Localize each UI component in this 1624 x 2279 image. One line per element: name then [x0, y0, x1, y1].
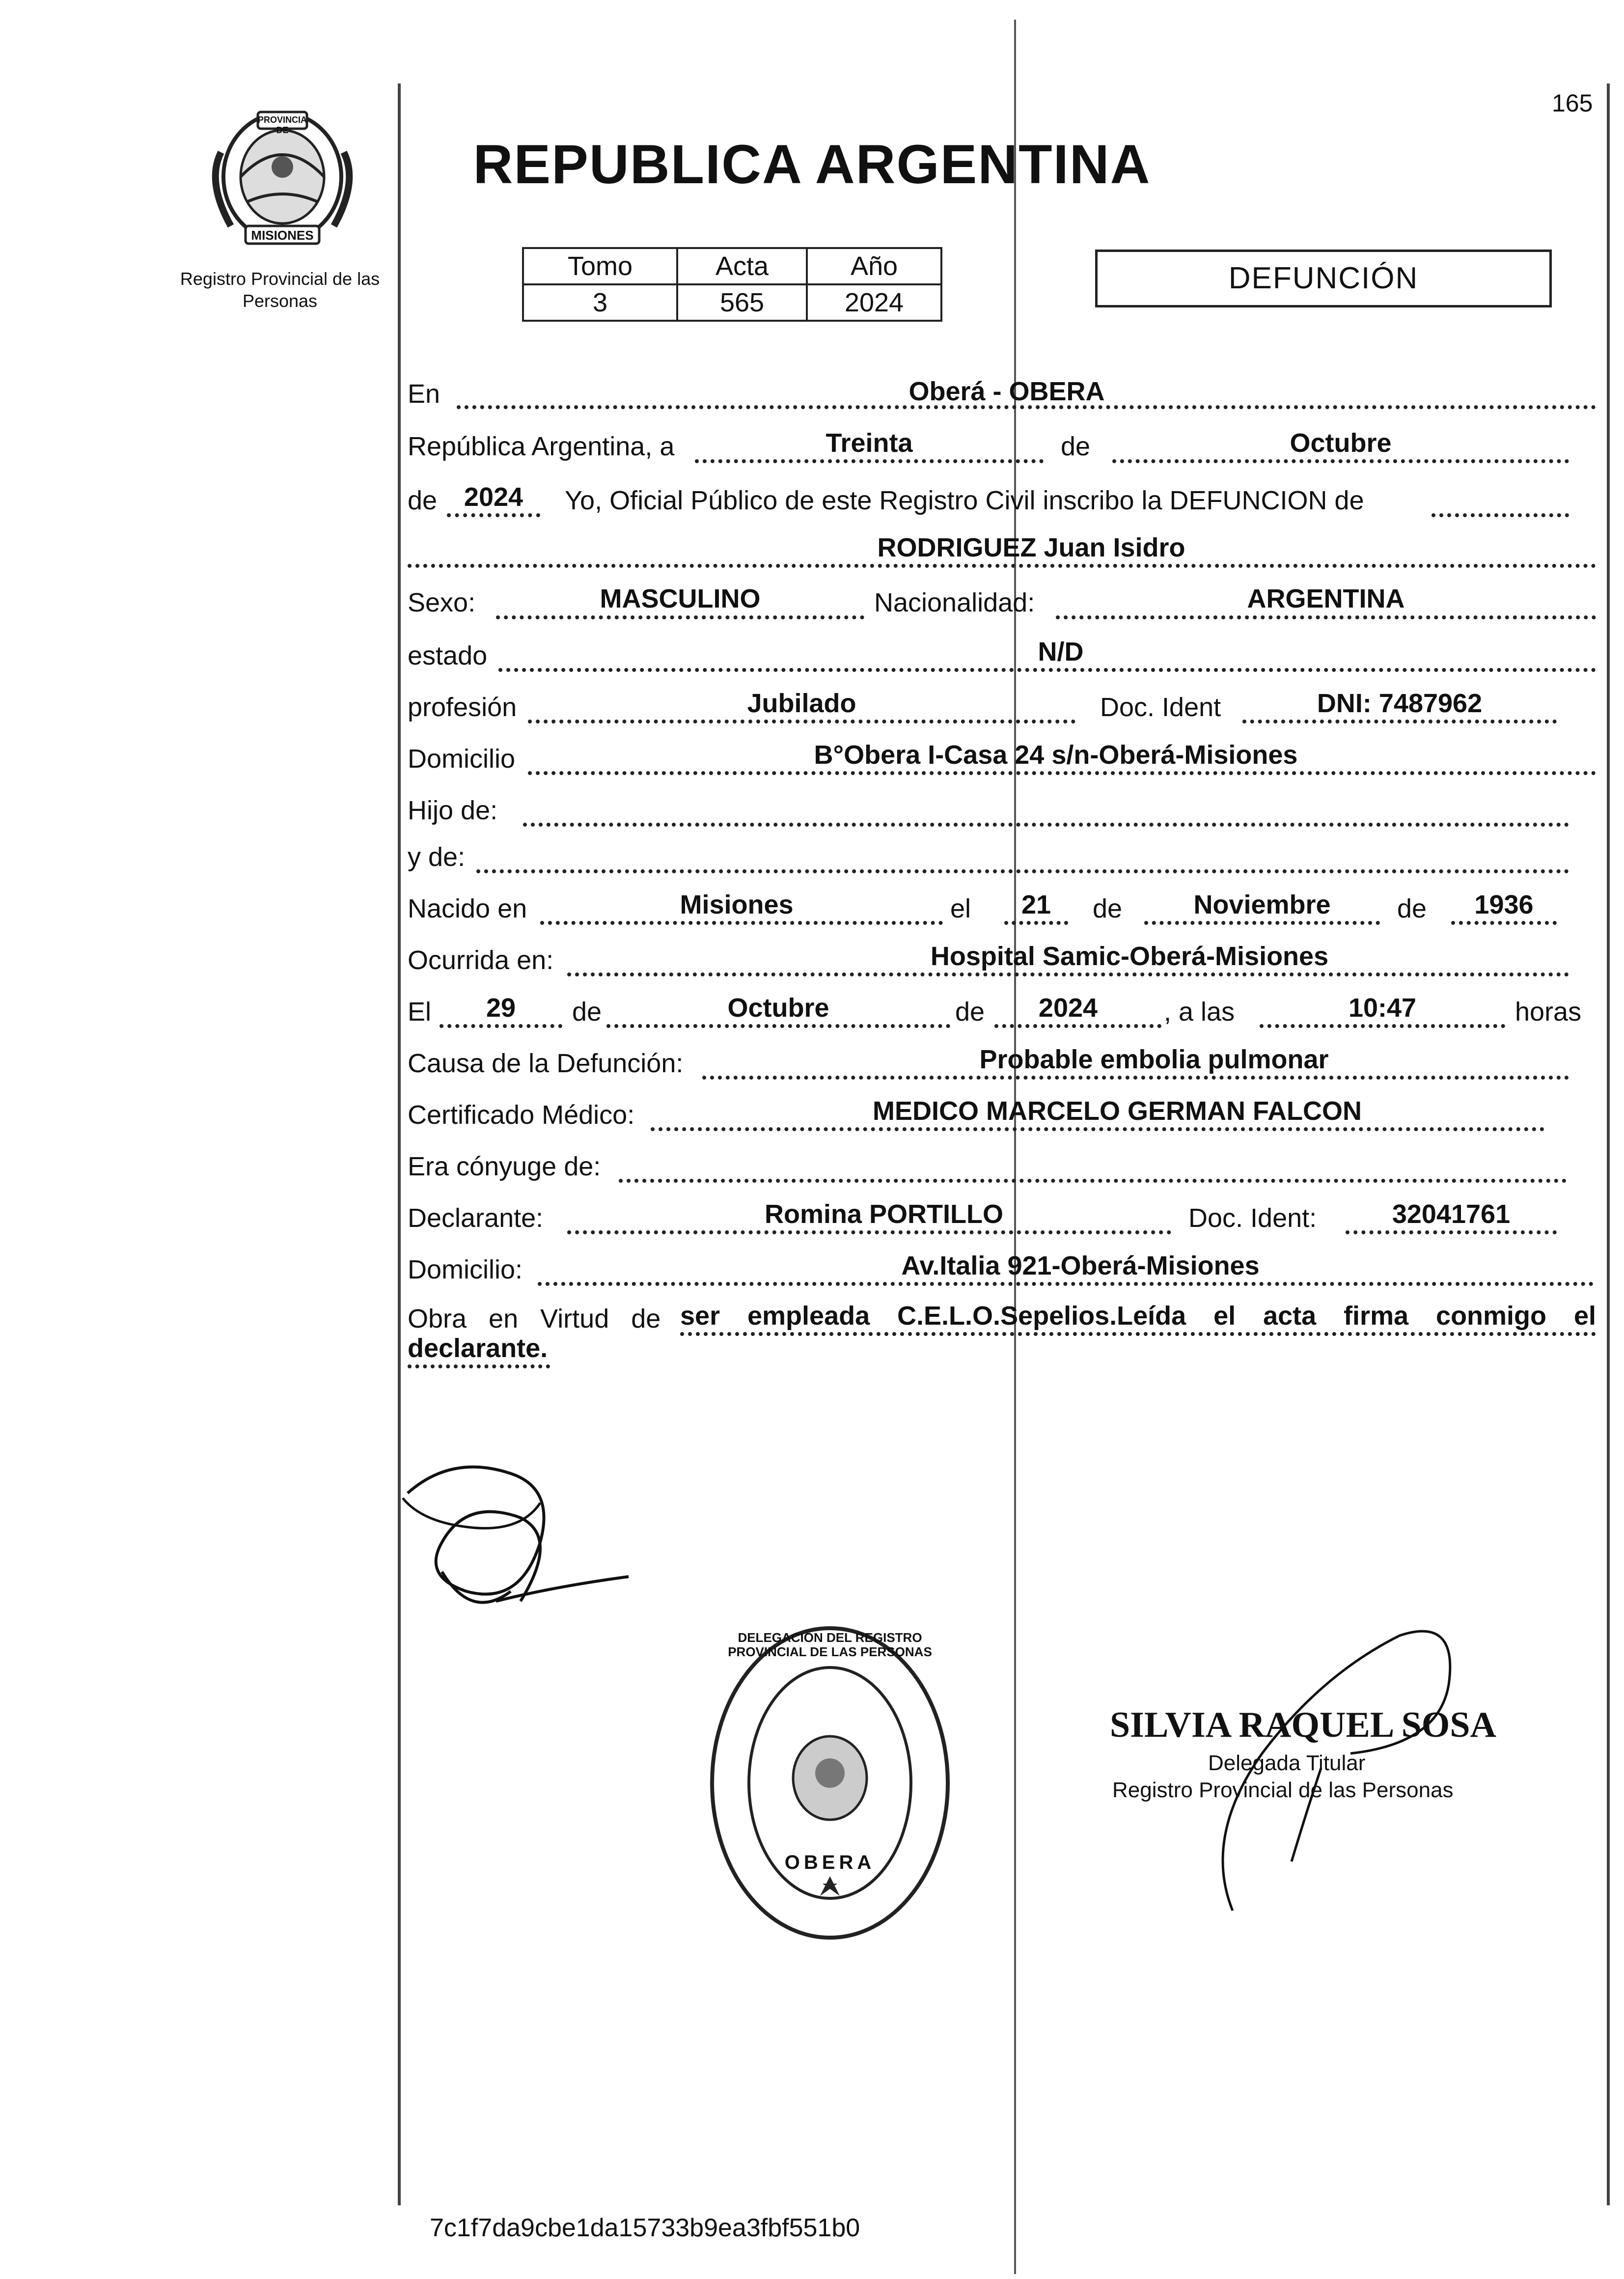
alas-label: , a las: [1164, 997, 1235, 1027]
death-time: 10:47: [1348, 993, 1417, 1023]
day-dotline: [695, 459, 1044, 463]
sexo-dotline: [496, 615, 864, 619]
nacido-dotline: [540, 921, 943, 925]
signatory-office: Registro Provincial de las Personas: [1112, 1778, 1454, 1802]
doc2-label: Doc. Ident:: [1188, 1203, 1317, 1233]
domicilio2-dotline: [538, 1282, 1594, 1286]
tomo-value: 3: [523, 284, 677, 321]
nacionalidad-label: Nacionalidad:: [874, 588, 1035, 617]
de-label: de: [1061, 432, 1091, 461]
ocurrida-dotline: [567, 973, 1569, 976]
yde-label: y de:: [408, 842, 466, 872]
obra-dotline-2: [408, 1364, 550, 1368]
obra-value-1: ser empleada C.E.L.O.Sepelios.Leída el acta firma conmigo el: [680, 1301, 1596, 1331]
causa-value: Probable embolia pulmonar: [979, 1045, 1329, 1074]
document-hash: 7c1f7da9cbe1da15733b9ea3fbf551b0: [430, 2214, 860, 2242]
domicilio2-value: Av.Italia 921-Oberá-Misiones: [901, 1251, 1260, 1280]
name-dotline: [408, 564, 1596, 568]
conyuge-label: Era cónyuge de:: [408, 1152, 601, 1181]
left-margin-rule: [398, 83, 401, 2205]
act-type-box: DEFUNCIÓN: [1095, 250, 1552, 307]
declarante-value: Romina PORTILLO: [765, 1199, 1003, 1229]
death-time-dotline: [1260, 1024, 1505, 1028]
official-stamp: [702, 1621, 958, 1945]
nacido-place: Misiones: [680, 890, 794, 919]
acta-value: 565: [677, 284, 807, 321]
reference-table: [522, 247, 942, 322]
profesion-label: profesión: [408, 693, 517, 722]
deceased-name: RODRIGUEZ Juan Isidro: [877, 533, 1185, 562]
signatory-name: SILVIA RAQUEL SOSA: [1110, 1705, 1496, 1745]
birth-year-dotline: [1451, 921, 1557, 925]
signatory-role: Delegada Titular: [1208, 1751, 1366, 1775]
nacionalidad-dotline: [1056, 615, 1596, 619]
obra-dotline: [680, 1332, 1596, 1336]
doc2-value: 32041761: [1392, 1199, 1511, 1229]
death-month-dotline: [606, 1024, 950, 1028]
estado-dotline: [498, 668, 1596, 672]
de2-label: de: [1397, 894, 1427, 923]
obra-label: Obra en Virtud de: [408, 1304, 661, 1334]
death-month: Octubre: [727, 993, 829, 1023]
el2-label: El: [408, 997, 432, 1027]
hijo-dotline: [523, 823, 1569, 827]
year-dotline: [447, 513, 540, 517]
page-title: REPUBLICA ARGENTINA: [473, 134, 1151, 195]
en-label: En: [408, 379, 440, 409]
domicilio-value: B°Obera I-Casa 24 s/n-Oberá-Misiones: [814, 740, 1298, 770]
month-dotline: [1112, 459, 1569, 463]
day-value: Treinta: [826, 428, 913, 458]
en-value: Oberá - OBERA: [908, 377, 1105, 406]
statement-text: Yo, Oficial Público de este Registro Civil inscribo la DEFUNCION de: [565, 486, 1364, 515]
domicilio2-label: Domicilio:: [408, 1255, 523, 1284]
certificado-dotline: [651, 1127, 1544, 1131]
nacido-label: Nacido en: [408, 894, 527, 923]
death-year: 2024: [1038, 993, 1098, 1023]
year-value: 2024: [464, 482, 523, 512]
hijo-label: Hijo de:: [408, 796, 498, 825]
horas-label: horas: [1515, 997, 1582, 1027]
declarant-signature: [393, 1444, 668, 1650]
stamp-ring-text: DELEGACION DEL REGISTRO PROVINCIAL DE LAS PERSONAS: [728, 1630, 932, 1659]
ano-header: Año: [807, 248, 941, 284]
month-value: Octubre: [1290, 428, 1392, 458]
ocurrida-value: Hospital Samic-Oberá-Misiones: [930, 942, 1329, 971]
certificado-value: MEDICO MARCELO GERMAN FALCON: [873, 1096, 1362, 1126]
logo-text-top: PROVINCIA DE: [258, 115, 307, 135]
conyuge-dotline: [619, 1179, 1567, 1183]
de1-label: de: [1093, 894, 1123, 923]
republica-label: República Argentina, a: [408, 432, 675, 461]
birth-year: 1936: [1474, 890, 1534, 919]
acta-header: Acta: [677, 248, 807, 284]
birth-day: 21: [1021, 890, 1051, 919]
tomo-header: Tomo: [523, 248, 677, 284]
doc-dotline: [1242, 720, 1557, 723]
page-number: 165: [1552, 89, 1593, 117]
de4-label: de: [955, 997, 985, 1027]
de3-label: de: [572, 997, 602, 1027]
nacionalidad-value: ARGENTINA: [1247, 584, 1405, 613]
birth-month-dotline: [1144, 921, 1380, 925]
statement-dotline: [1431, 513, 1569, 517]
sexo-value: MASCULINO: [600, 584, 761, 613]
death-year-dotline: [994, 1024, 1161, 1028]
registry-name: Registro Provincial de las Personas: [180, 269, 380, 311]
yde-dotline: [476, 869, 1569, 873]
birth-day-dotline: [1004, 921, 1068, 925]
death-day-dotline: [440, 1024, 562, 1028]
el-label: el: [950, 894, 971, 923]
estado-value: N/D: [1038, 637, 1084, 667]
profesion-dotline: [528, 720, 1075, 723]
estado-label: estado: [408, 641, 488, 670]
doc-value: DNI: 7487962: [1317, 689, 1483, 718]
stamp-city: OBERA: [784, 1852, 876, 1873]
ano-value: 2024: [807, 284, 941, 321]
causa-label: Causa de la Defunción:: [408, 1049, 684, 1078]
doc-label: Doc. Ident: [1100, 693, 1221, 722]
declarante-label: Declarante:: [408, 1203, 544, 1233]
profesion-value: Jubilado: [747, 689, 856, 718]
declarante-dotline: [567, 1230, 1171, 1234]
ocurrida-label: Ocurrida en:: [408, 945, 554, 975]
right-margin-rule: [1607, 83, 1610, 2205]
certificado-label: Certificado Médico:: [408, 1100, 635, 1130]
center-fold-line: [1014, 20, 1016, 2274]
year-prefix: de: [408, 486, 438, 515]
birth-month: Noviembre: [1193, 890, 1331, 919]
logo-text-bottom: MISIONES: [251, 228, 314, 243]
causa-dotline: [702, 1076, 1569, 1080]
domicilio-label: Domicilio: [408, 744, 516, 774]
doc2-dotline: [1346, 1230, 1557, 1234]
death-day: 29: [486, 993, 516, 1023]
sexo-label: Sexo:: [408, 588, 476, 617]
domicilio-dotline: [528, 771, 1596, 775]
obra-value-2: declarante.: [408, 1334, 548, 1363]
